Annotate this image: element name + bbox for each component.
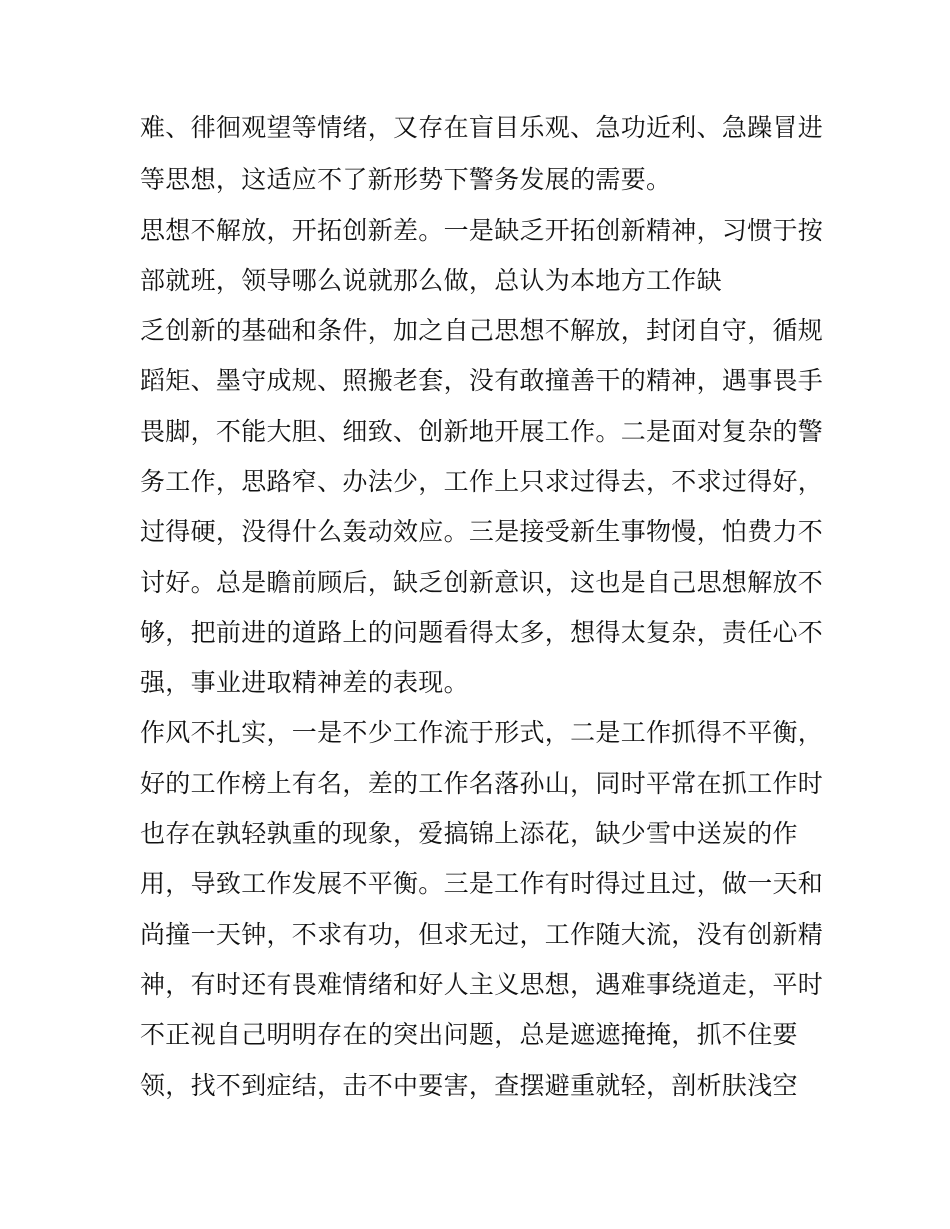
text-line-15: 也存在孰轻孰重的现象，爱搞锦上添花，缺少雪中送炭的作 (140, 819, 798, 848)
text-line-9: 过得硬，没得什么轰动效应。三是接受新生事物慢，怕费力不 (140, 517, 824, 546)
text-line-8: 务工作，思路窄、办法少，工作上只求过得去，不求过得好， (140, 467, 824, 496)
text-line-16: 用，导致工作发展不平衡。三是工作有时得过且过，做一天和 (140, 869, 824, 898)
text-line-5: 乏创新的基础和条件，加之自己思想不解放，封闭自守，循规 (140, 316, 824, 345)
text-line-11: 够，把前进的道路上的问题看得太多，想得太复杂，责任心不 (140, 618, 824, 647)
text-line-10: 讨好。总是瞻前顾后，缺乏创新意识，这也是自己思想解放不 (140, 568, 824, 597)
text-line-7: 畏脚，不能大胆、细致、创新地开展工作。二是面对复杂的警 (140, 417, 824, 446)
text-line-1: 难、徘徊观望等情绪，又存在盲目乐观、急功近利、急躁冒进 (140, 113, 824, 142)
text-line-6: 蹈矩、墨守成规、照搬老套，没有敢撞善干的精神，遇事畏手 (140, 366, 824, 395)
text-line-20: 领，找不到症结，击不中要害，查摆避重就轻，剖析肤浅空 (140, 1071, 798, 1100)
text-line-17: 尚撞一天钟，不求有功，但求无过，工作随大流，没有创新精 (140, 920, 824, 949)
text-line-3: 思想不解放，开拓创新差。一是缺乏开拓创新精神，习惯于按 (140, 216, 824, 245)
text-line-2: 等思想，这适应不了新形势下警务发展的需要。 (140, 165, 672, 194)
text-line-18: 神，有时还有畏难情绪和好人主义思想，遇难事绕道走，平时 (140, 970, 824, 999)
text-line-4: 部就班，领导哪么说就那么做，总认为本地方工作缺 (140, 266, 722, 295)
text-line-19: 不正视自己明明存在的突出问题，总是遮遮掩掩，抓不住要 (140, 1020, 798, 1049)
text-line-14: 好的工作榜上有名，差的工作名落孙山，同时平常在抓工作时 (140, 769, 824, 798)
text-line-12: 强，事业进取精神差的表现。 (140, 668, 469, 697)
text-line-13: 作风不扎实，一是不少工作流于形式，二是工作抓得不平衡， (140, 718, 824, 747)
